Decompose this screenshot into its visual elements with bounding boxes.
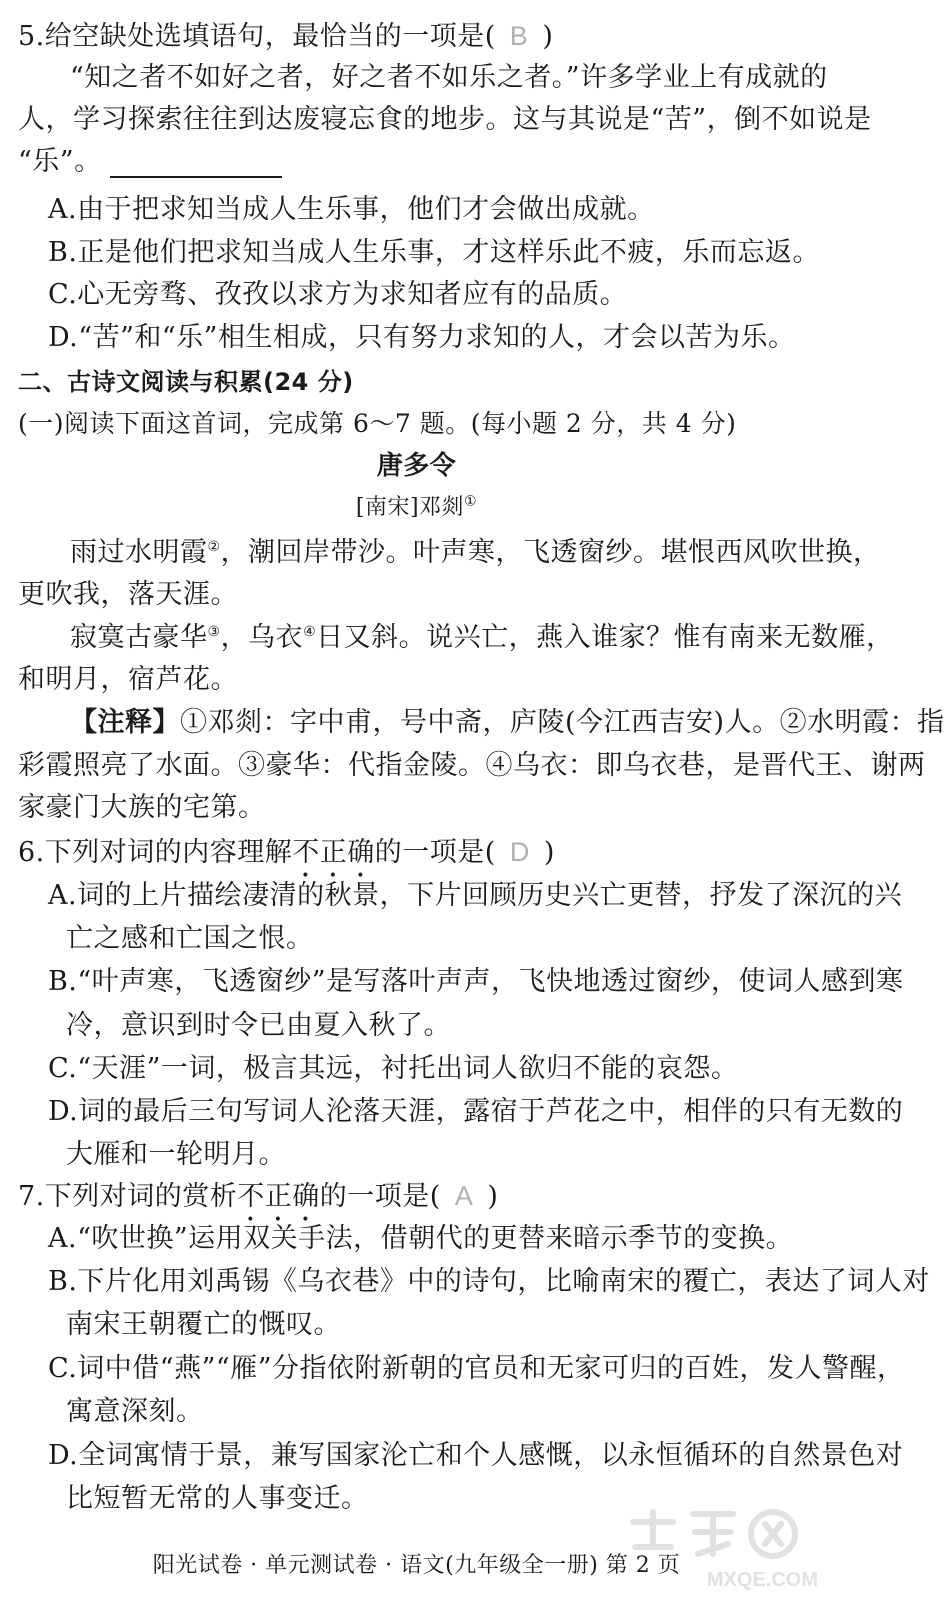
q5-answer: B (509, 21, 529, 51)
q5-passage-line-2: 人，学习探索往往到达废寝忘食的地步。这与其说是“苦”，倒不如说是 (18, 104, 872, 135)
poem-para-1-line-2: 更吹我，落天涯。 (18, 579, 238, 610)
footnote-marker: ① (464, 493, 478, 510)
q7-option-c-line-2: 寓意深刻。 (66, 1396, 204, 1427)
q6-stem-text: 的一项是( (374, 837, 496, 868)
section-heading: 二、古诗文阅读与积累(24 分) (18, 368, 354, 396)
q6-stem-text: 6.下列对词的内容理解 (18, 837, 293, 868)
q6-option-d-line-1: D.词的最后三句写词人沦落天涯，露宿于芦花之中，相伴的只有无数的 (48, 1096, 904, 1127)
q6-option-c: C.“天涯”一词，极言其远，衬托出词人欲归不能的哀怨。 (48, 1053, 739, 1084)
q7-option-b-line-1: B.下片化用刘禹锡《乌衣巷》中的诗句，比喻南宋的覆亡，表达了词人对 (48, 1266, 930, 1297)
poem-text: 雨过水明霞 (70, 537, 208, 568)
q6-option-b-line-2: 冷，意识到时令已由夏入秋了。 (66, 1010, 451, 1041)
poem-para-2-line-2: 和明月，宿芦花。 (18, 664, 238, 695)
q7-answer: A (454, 1181, 474, 1211)
notes-label: 【注释】 (70, 707, 180, 738)
footnote-marker: ② (207, 539, 221, 555)
notes-line-3: 家豪门大族的宅第。 (18, 792, 266, 823)
footnote-marker: ④ (303, 624, 317, 640)
q7-option-d-line-1: D.全词寓情于景，兼写国家沦亡和个人感慨，以永恒循环的自然景色对 (48, 1440, 904, 1471)
q6-option-b-line-1: B.“叶声寒，飞透窗纱”是写落叶声声，飞快地透过窗纱，使词人感到寒 (48, 966, 904, 997)
section-sub-instruction: (一)阅读下面这首词，完成第 6～7 题。(每小题 2 分，共 4 分) (18, 409, 737, 438)
q7-option-b-line-2: 南宋王朝覆亡的慨叹。 (66, 1309, 341, 1340)
q7-stem-text: 7.下列对词的赏析 (18, 1181, 238, 1212)
q6-option-a-line-1: A.词的上片描绘凄清的秋景，下片回顾历史兴亡更替，抒发了深沉的兴 (48, 880, 903, 911)
q6-stem (18, 836, 555, 884)
q6-option-a-line-2: 亡之感和亡国之恨。 (66, 923, 314, 954)
poem-text: 寂寞古豪华 (70, 622, 208, 653)
q6-option-d-line-2: 大雁和一轮明月。 (66, 1139, 286, 1170)
watermark-logo (623, 1502, 823, 1592)
q5-option-d: D.“苦”和“乐”相生相成，只有努力求知的人，才会以苦为乐。 (48, 322, 796, 353)
q6-answer: D (509, 837, 530, 867)
q5-close: ) (542, 21, 554, 52)
page-footer: 阳光试卷 · 单元测试卷 · 语文(九年级全一册) 第 2 页 (152, 1553, 681, 1578)
q5-passage-line-1: “知之者不如好之者，好之者不如乐之者。”许多学业上有成就的 (70, 62, 828, 93)
q5-stem (18, 20, 553, 53)
q7-option-c-line-1: C.词中借“燕”“雁”分指依附新朝的官员和无家可归的百姓，发人警醒， (48, 1353, 905, 1384)
watermark-text: MXQE.COM (706, 1569, 818, 1591)
q5-passage-line-3 (18, 146, 282, 178)
q7-option-d-line-2: 比短暂无常的人事变迁。 (66, 1483, 369, 1514)
poem-para-2-line-1 (70, 622, 894, 654)
q5-stem-text: 5.给空缺处选填语句，最恰当的一项是( (18, 21, 496, 52)
answer-blank (110, 152, 282, 178)
poem-text: ，乌衣 (220, 622, 304, 653)
q5-option-c: C.心无旁骛、孜孜以求方为求知者应有的品质。 (48, 279, 628, 310)
notes-text: ①邓剡：字中甫，号中斋，庐陵(今江西吉安)人。②水明霞：指 (180, 707, 945, 738)
q5-option-b: B.正是他们把求知当成人生乐事，才这样乐此不疲，乐而忘返。 (48, 237, 820, 268)
notes-line-1 (70, 707, 945, 739)
poem-author (0, 492, 833, 524)
q7-option-a: A.“吹世换”运用双关手法，借朝代的更替来暗示季节的变换。 (48, 1223, 794, 1254)
q7-stem (18, 1180, 498, 1228)
q6-emphasis: 不正确 (292, 837, 375, 868)
q7-emphasis: 不正确 (237, 1181, 320, 1212)
q5-option-a: A.由于把求知当成人生乐事，他们才会做出成就。 (48, 194, 655, 225)
poem-title: 唐多令 (376, 451, 457, 481)
poem-para-1-line-1 (70, 537, 881, 569)
poem-text: 日又斜。说兴亡，燕入谁家？惟有南来无数雁， (316, 622, 894, 653)
q5-passage-line-3-text: “乐”。 (18, 146, 102, 177)
q7-stem-text: 的一项是( (319, 1181, 441, 1212)
footnote-marker: ③ (207, 624, 221, 640)
notes-line-2: 彩霞照亮了水面。③豪华：代指金陵。④乌衣：即乌衣巷，是晋代王、谢两 (18, 750, 926, 781)
poem-text: ，潮回岸带沙。叶声寒，飞透窗纱。堪恨西风吹世换， (220, 537, 881, 568)
poem-author-text: [南宋]邓剡 (355, 495, 465, 520)
q6-close: ) (543, 837, 555, 868)
q7-close: ) (487, 1181, 499, 1212)
